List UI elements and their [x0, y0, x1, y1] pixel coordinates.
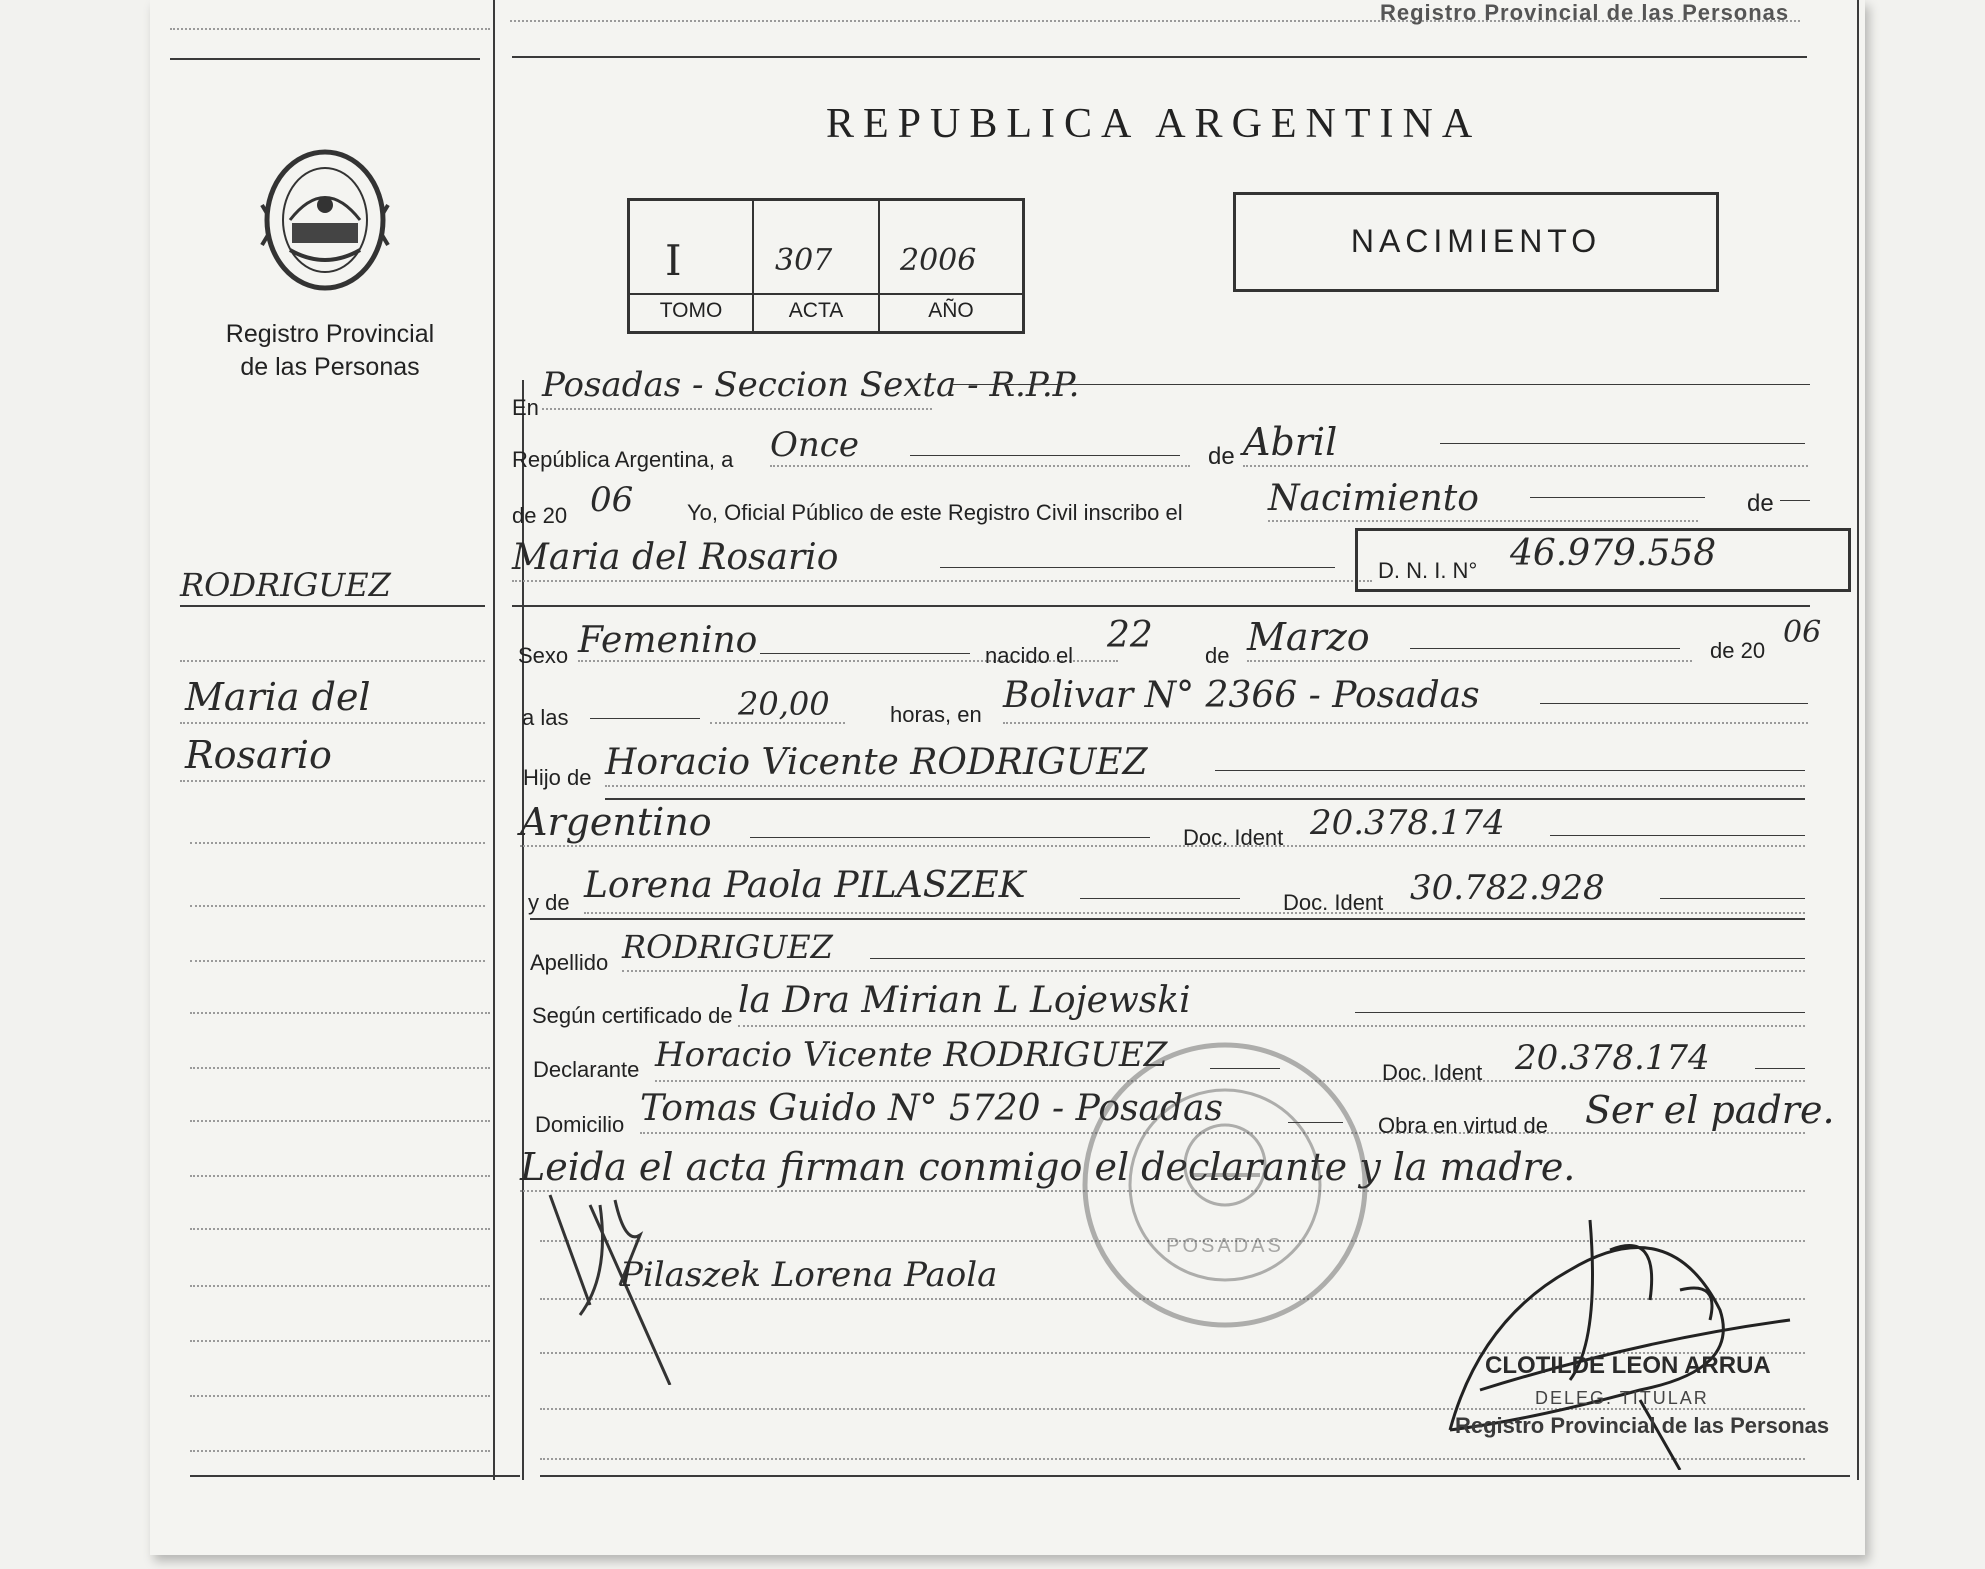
apellido-rule	[870, 958, 1805, 959]
horas-label: horas, en	[890, 702, 982, 727]
margin-dotted-5	[190, 905, 485, 907]
day-value: Once	[770, 425, 859, 465]
father-section-rule	[605, 798, 1805, 800]
de-label: de	[1208, 443, 1235, 470]
en-label: En	[512, 395, 539, 420]
apellido-value: RODRIGUEZ	[622, 928, 833, 966]
hora-dotted	[710, 722, 845, 724]
child-name-dotted	[512, 580, 1372, 582]
child-name-rule	[940, 567, 1335, 568]
nationality-rule	[750, 837, 1150, 838]
record-table	[627, 198, 1025, 334]
oficial-text: Yo, Oficial Público de este Registro Civil inscribo el	[687, 500, 1183, 525]
sexo-rule	[760, 653, 970, 654]
birth-year-prefix: de 20	[1710, 638, 1766, 663]
certificado-dotted	[738, 1025, 1805, 1027]
birth-year: 06	[1783, 615, 1822, 650]
margin-dotted-7	[190, 1012, 490, 1014]
birth-day: 22	[1107, 615, 1153, 656]
acta-label: ACTA	[788, 299, 844, 322]
obra-value: Ser el padre.	[1585, 1088, 1835, 1132]
nationality-dotted	[520, 845, 1805, 847]
margin-dotted-3	[180, 780, 485, 782]
month-rule	[1440, 443, 1805, 444]
mother-name-rule	[1080, 898, 1240, 899]
margin-name-line2: Rosario	[185, 733, 332, 777]
province-seal	[260, 145, 390, 295]
de-label3: de	[1205, 643, 1230, 668]
margin-dotted-6	[190, 960, 485, 962]
mother-doc: 30.782.928	[1410, 868, 1605, 908]
margin-dotted-11	[190, 1228, 490, 1230]
margin-surname: RODRIGUEZ	[180, 566, 391, 604]
en-dotted	[542, 408, 932, 410]
mother-signature: Pilaszek Lorena Paola	[620, 1255, 998, 1295]
margin-dotted-10	[190, 1175, 490, 1177]
place-dotted	[1003, 722, 1808, 724]
birth-certificate-sheet	[150, 0, 1865, 1555]
registry-name-line2: de las Personas	[240, 353, 420, 381]
day-rule	[910, 455, 1180, 456]
birth-month-rule	[1410, 648, 1680, 649]
tomo-value: I	[665, 236, 682, 285]
declarante-doc: 20.378.174	[1515, 1038, 1710, 1078]
margin-surname-rule	[180, 605, 485, 607]
father-name: Horacio Vicente RODRIGUEZ	[605, 742, 1148, 783]
apellido-dotted	[622, 970, 1805, 972]
birth-month: Marzo	[1247, 615, 1370, 659]
dni-box	[1355, 528, 1851, 592]
inscribo-value: Nacimiento	[1268, 478, 1479, 519]
top-rule-right	[512, 56, 1807, 58]
closing-text: Leida el acta firman conmigo el declarante y la madre.	[520, 1145, 1576, 1189]
doc-ident-label-father: Doc. Ident	[1183, 825, 1284, 850]
margin-dotted-8	[190, 1067, 490, 1069]
official-name: CLOTILDE LEON ARRUA	[1485, 1352, 1771, 1379]
declarante-label: Declarante	[533, 1057, 640, 1082]
de-label2: de	[1747, 490, 1774, 517]
ano-label: AÑO	[928, 299, 974, 322]
year-value: 06	[590, 480, 634, 520]
hora-value: 20,00	[738, 685, 830, 723]
republica-label: República Argentina, a	[512, 447, 734, 472]
top-dotted-line-left	[170, 28, 490, 30]
apellido-label: Apellido	[530, 950, 609, 975]
tomo-label: TOMO	[659, 299, 723, 322]
margin-name-line1: Maria del	[185, 675, 371, 719]
margin-dotted-9	[190, 1120, 490, 1122]
declarante-doc-rule	[1755, 1068, 1805, 1069]
margin-dotted-15	[190, 1450, 490, 1452]
nacido-label: nacido el	[985, 643, 1074, 668]
day-dotted	[770, 465, 1190, 467]
stamp-city: POSADAS	[1166, 1235, 1284, 1257]
margin-dotted-1	[180, 660, 485, 662]
dni-value: 46.979.558	[1510, 533, 1717, 574]
mother-name-dotted	[584, 912, 1805, 914]
place-value: Bolivar N° 2366 - Posadas	[1003, 675, 1480, 716]
birth-month-dotted	[1247, 660, 1692, 662]
mother-doc-rule	[1660, 898, 1805, 899]
certificado-value: la Dra Mirian L Lojewski	[738, 980, 1191, 1021]
document-type-box	[1233, 192, 1719, 292]
child-name: Maria del Rosario	[512, 537, 839, 578]
country-title: REPUBLICA ARGENTINA	[826, 101, 1482, 147]
month-dotted	[1243, 465, 1808, 467]
official-registry: Registro Provincial de las Personas	[1455, 1413, 1830, 1438]
column-divider-outer	[493, 0, 495, 1480]
inscribo-dotted	[1268, 520, 1698, 522]
margin-dotted-4	[190, 842, 485, 844]
inscribo-rule	[1530, 497, 1705, 498]
certificado-rule	[1355, 1012, 1805, 1013]
doc-ident-label-mother: Doc. Ident	[1283, 890, 1384, 915]
father-nationality: Argentino	[520, 800, 712, 844]
registry-name-line1: Registro Provincial	[225, 320, 435, 348]
domicilio-value: Tomas Guido N° 5720 - Posadas	[640, 1088, 1223, 1129]
margin-bottom-rule	[190, 1475, 520, 1477]
top-registry-stamp: Registro Provincial de las Personas	[1380, 0, 1790, 25]
certificado-label: Según certificado de	[532, 1003, 733, 1028]
margin-dotted-14	[190, 1395, 490, 1397]
sexo-value: Femenino	[578, 620, 758, 661]
province-seal-icon	[260, 145, 390, 295]
mother-name: Lorena Paola PILASZEK	[584, 865, 1026, 906]
doc-ident-label-declarante: Doc. Ident	[1382, 1060, 1483, 1085]
place-rule	[1540, 703, 1808, 704]
round-stamp-icon	[1075, 1035, 1375, 1335]
father-doc: 20.378.174	[1310, 803, 1505, 843]
official-title: DELEG. TITULAR	[1535, 1388, 1709, 1408]
margin-dotted-13	[190, 1340, 490, 1342]
top-rule-left	[170, 58, 480, 60]
dni-label: D. N. I. N°	[1378, 558, 1478, 583]
official-round-stamp	[1075, 1035, 1375, 1335]
margin-dotted-12	[190, 1285, 490, 1287]
en-value: Posadas - Seccion Sexta - R.P.P.	[542, 365, 1080, 405]
declarante-value: Horacio Vicente RODRIGUEZ	[655, 1035, 1168, 1075]
obra-label: Obra en virtud de	[1378, 1113, 1548, 1138]
hijo-label: Hijo de	[523, 765, 592, 790]
bottom-rule	[540, 1475, 1850, 1477]
alas-label: a las	[522, 705, 569, 730]
mother-section-rule	[530, 918, 1805, 920]
en-rule	[950, 384, 1810, 385]
yde-label: y de	[528, 890, 570, 915]
father-doc-rule	[1550, 835, 1805, 836]
father-name-dotted	[605, 785, 1805, 787]
child-section-rule	[512, 605, 1810, 607]
domicilio-label: Domicilio	[535, 1112, 625, 1137]
alas-rule	[590, 718, 700, 719]
de-rule2	[1780, 500, 1810, 501]
sexo-label: Sexo	[518, 643, 569, 668]
year-prefix: de 20	[512, 503, 568, 528]
document-type: NACIMIENTO	[1350, 223, 1602, 259]
right-border	[1857, 0, 1859, 1480]
ano-value: 2006	[900, 243, 977, 278]
margin-dotted-2	[180, 722, 485, 724]
month-value: Abril	[1243, 420, 1338, 464]
father-name-rule	[1215, 770, 1805, 771]
acta-value: 307	[775, 243, 833, 278]
